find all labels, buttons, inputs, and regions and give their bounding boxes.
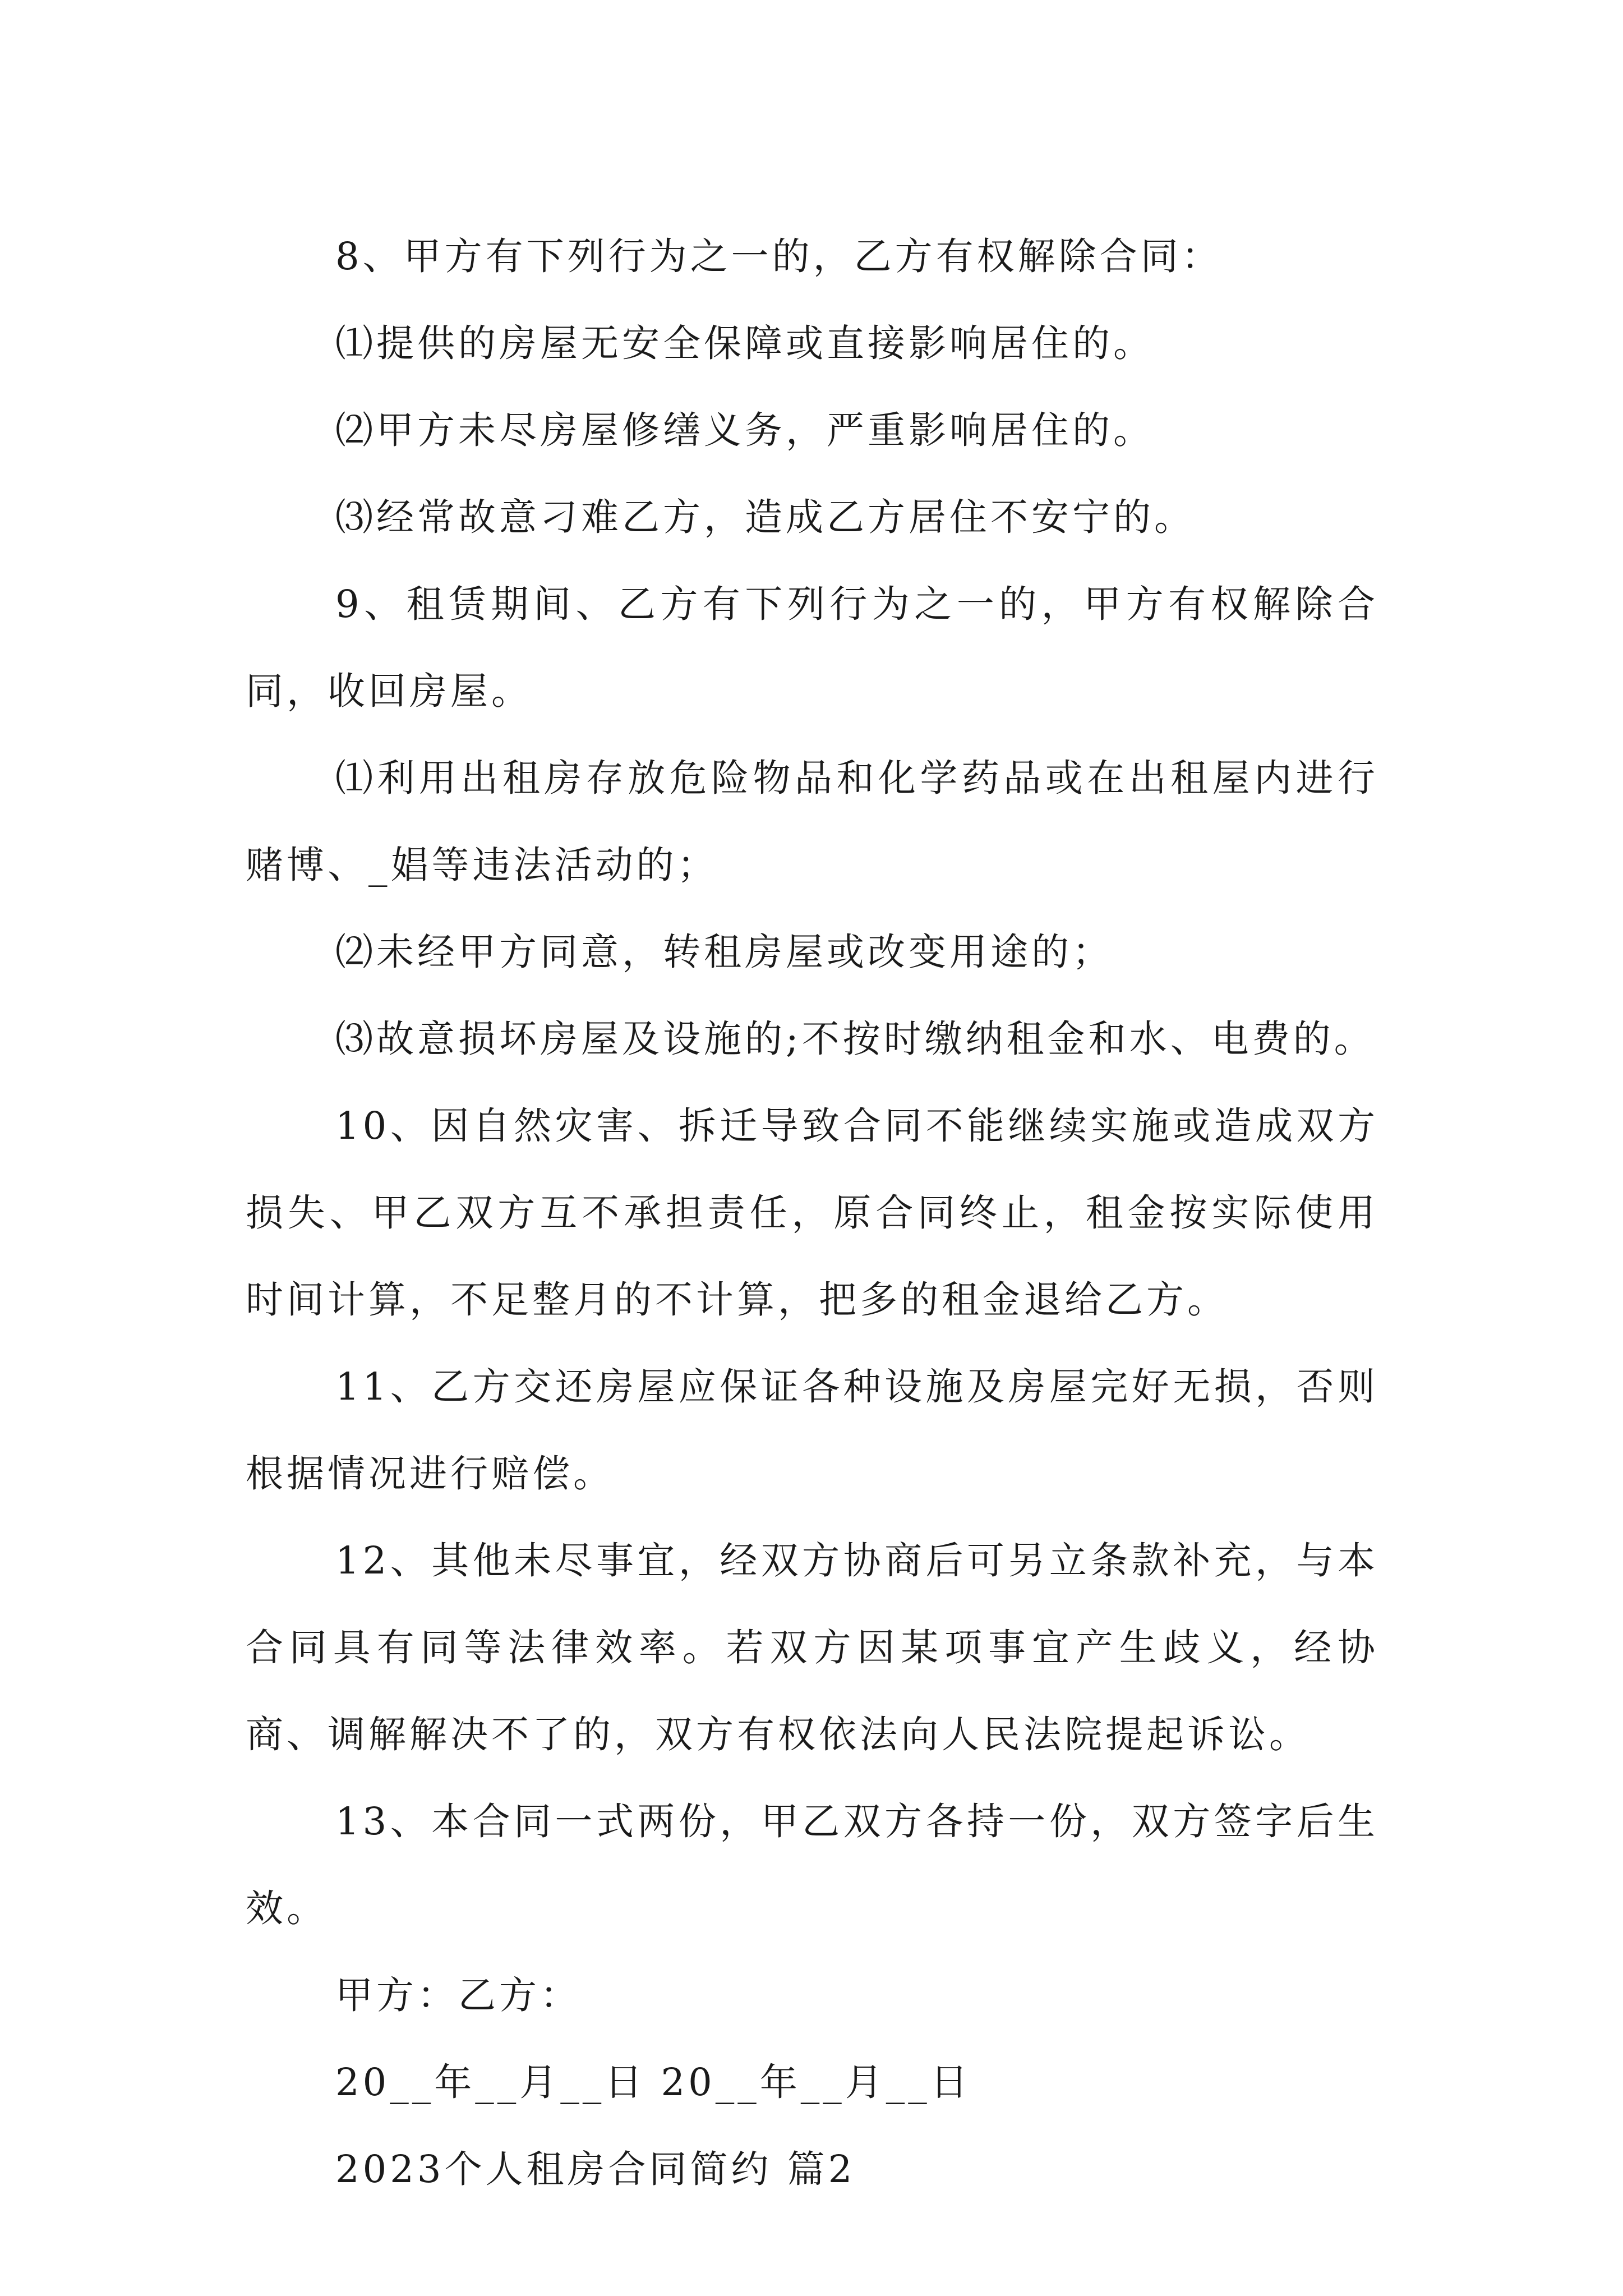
signature-dates: 20__年__月__日 20__年__月__日	[335, 2060, 971, 2104]
clause-8-item-3: ⑶经常故意刁难乙方，造成乙方居住不安宁的。	[335, 495, 1195, 539]
clause-9: 9、租赁期间、乙方有下列行为之一的，甲方有权解除合同，收回房屋。	[246, 582, 1378, 713]
clause-9-item-1: ⑴利用出租房存放危险物品和化学药品或在出租屋内进行赌博、_娼等违法活动的；	[246, 756, 1378, 887]
clause-8: 8、甲方有下列行为之一的，乙方有权解除合同：	[335, 234, 1223, 278]
clause-11: 11、乙方交还房屋应保证各种设施及房屋完好无损，否则根据情况进行赔偿。	[246, 1365, 1378, 1496]
clause-10: 10、因自然灾害、拆迁导致合同不能继续实施或造成双方损失、甲乙双方互不承担责任，原合同终止，租金按实际使用时间计算，不足整月的不计算，把多的租金退给乙方。	[246, 1104, 1378, 1322]
clause-12: 12、其他未尽事宜，经双方协商后可另立条款补充，与本合同具有同等法律效率。若双方因某项事宜产生歧义，经协商、调解解决不了的，双方有权依法向人民法院提起诉讼。	[246, 1539, 1378, 1756]
clause-13: 13、本合同一式两份，甲乙双方各持一份，双方签字后生效。	[246, 1800, 1378, 1930]
signature-parties: 甲方：乙方：	[335, 1973, 581, 2017]
clause-8-item-1: ⑴提供的房屋无安全保障或直接影响居住的。	[335, 321, 1154, 365]
clause-8-item-2: ⑵甲方未尽房屋修缮义务，严重影响居住的。	[335, 408, 1154, 452]
clause-9-item-2: ⑵未经甲方同意，转租房屋或改变用途的；	[335, 930, 1113, 974]
section-heading: 2023个人租房合同简约 篇2	[335, 2147, 856, 2191]
document-body	[246, 213, 1378, 2213]
clause-9-item-3: ⑶故意损坏房屋及设施的;不按时缴纳租金和水、电费的。	[335, 1017, 1375, 1061]
